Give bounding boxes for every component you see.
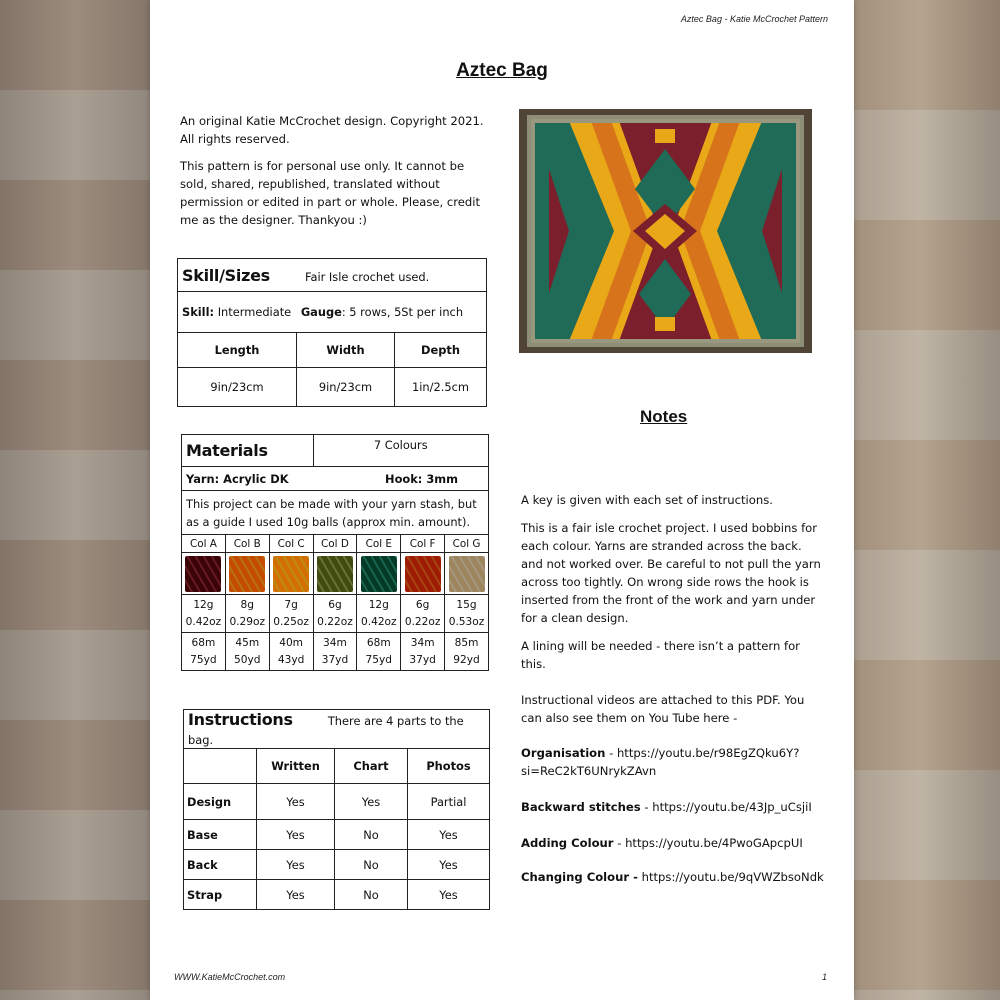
colour-grams: 15g (456, 598, 477, 611)
colour-name: Col C (269, 535, 313, 553)
instructions-col-photos: Photos (408, 749, 490, 784)
colour-length-cell (182, 633, 226, 671)
video-link-label: Adding Colour (521, 836, 614, 850)
part-name: Design (184, 784, 257, 820)
intro-usage: This pattern is for personal use only. It cannot be sold, shared, republished, translated without permission or edited in part or whole. Please, credit me as the designer. Thankyou :) (180, 159, 481, 227)
notes-key: A key is given with each set of instructions. (521, 493, 773, 507)
page-title: Aztec Bag (456, 60, 548, 81)
colour-metres: 34m (410, 636, 435, 649)
part-photos: Yes (408, 820, 490, 850)
colour-length-cell (445, 633, 489, 671)
colour-ounces: 0.25oz (273, 615, 309, 628)
notes-heading: Notes (640, 407, 688, 426)
colour-name: Col G (445, 535, 489, 553)
colour-name: Col B (225, 535, 269, 553)
colour-name: Col F (401, 535, 445, 553)
colour-swatch-cell (401, 553, 445, 595)
part-photos: Partial (408, 784, 490, 820)
colour-name: Col D (313, 535, 357, 553)
instructions-table (183, 709, 490, 910)
colour-length-cell (313, 633, 357, 671)
colour-weight-cell (269, 595, 313, 633)
footer-website: WWW.KatieMcCrochet.com (174, 972, 286, 982)
instructions-heading: Instructions (188, 710, 293, 729)
instructions-row (184, 784, 490, 820)
colour-ounces: 0.53oz (448, 615, 485, 628)
part-written: Yes (257, 850, 335, 880)
colour-grams: 6g (328, 598, 342, 611)
colour-yards: 50yd (234, 653, 261, 666)
colour-swatch-cell (357, 553, 401, 595)
part-written: Yes (257, 820, 335, 850)
part-written: Yes (257, 880, 335, 910)
colour-weight-cell (357, 595, 401, 633)
instructions-note: There are 4 parts to the bag. (188, 714, 464, 747)
colour-swatch-cell (445, 553, 489, 595)
colour-yards: 43yd (277, 653, 305, 666)
colour-ounces: 0.42oz (185, 615, 222, 628)
instructions-col-chart: Chart (335, 749, 408, 784)
colour-weight-cell (225, 595, 269, 633)
video-link-url[interactable]: https://youtu.be/9qVWZbsoNdk (637, 870, 824, 884)
gauge-value: : 5 rows, 5St per inch (341, 305, 464, 319)
gauge-label: Gauge (300, 305, 342, 319)
video-link-url[interactable]: - https://youtu.be/43Jp_uCsjiI (640, 800, 812, 814)
intro-copyright: An original Katie McCrochet design. Copyright 2021. All rights reserved. (180, 114, 484, 146)
instructions-row (184, 820, 490, 850)
materials-colours: 7 Colours (313, 435, 488, 467)
yarn-swatch (185, 556, 221, 592)
skill-label: Skill: (182, 305, 215, 319)
notes-videos: Instructional videos are attached to this PDF. You can also see them on You Tube here - (521, 693, 805, 725)
colour-grams: 12g (193, 598, 214, 611)
yarn-swatch (449, 556, 485, 592)
colour-yards: 92yd (453, 653, 480, 666)
colour-weight-cell (313, 595, 357, 633)
video-link-label: Organisation (521, 746, 606, 760)
colour-length-cell (357, 633, 401, 671)
notes-lining: A lining will be needed - there isn’t a pattern for this. (521, 639, 800, 671)
instructions-col-written: Written (257, 749, 335, 784)
colour-yards: 37yd (321, 653, 349, 666)
colour-metres: 45m (235, 636, 260, 649)
skill-sizes-table (177, 258, 487, 407)
yarn-swatch (405, 556, 441, 592)
colour-metres: 85m (454, 636, 479, 649)
skill-sizes-heading: Skill/Sizes (182, 265, 270, 285)
colour-metres: 40m (279, 636, 304, 649)
materials-note: This project can be made with your yarn stash, but as a guide I used 10g balls (approx min. amount). (182, 491, 489, 535)
aztec-bag-photo (519, 109, 812, 353)
colour-metres: 68m (366, 636, 391, 649)
materials-table (181, 434, 489, 671)
colour-yards: 75yd (365, 653, 393, 666)
colour-length-cell (401, 633, 445, 671)
size-length: 9in/23cm (178, 368, 297, 407)
background-right (854, 0, 1000, 1000)
document-page (150, 0, 854, 1000)
yarn-swatch (229, 556, 265, 592)
colour-length-cell (225, 633, 269, 671)
footer-page-number: 1 (822, 972, 828, 982)
video-link-url[interactable]: - https://youtu.be/r98EgZQku6Y?si=ReC2kT6UNrykZAvn (521, 746, 800, 778)
colour-ounces: 0.22oz (404, 615, 441, 628)
colour-yards: 75yd (190, 653, 217, 666)
crochet-square-image (519, 109, 812, 353)
size-col-length: Length (178, 333, 297, 368)
colour-metres: 68m (191, 636, 216, 649)
colour-ounces: 0.22oz (317, 615, 353, 628)
colour-grams: 12g (368, 598, 389, 611)
size-col-width: Width (297, 333, 395, 368)
size-width: 9in/23cm (297, 368, 395, 407)
part-name: Base (184, 820, 257, 850)
materials-hook: Hook: 3mm (385, 471, 458, 486)
colour-grams: 6g (415, 598, 430, 611)
materials-heading: Materials (186, 441, 268, 460)
skill-sizes-note: Fair Isle crochet used. (304, 269, 430, 284)
instructions-row (184, 880, 490, 910)
part-name: Strap (184, 880, 257, 910)
yarn-swatch (361, 556, 397, 592)
materials-yarn: Yarn: Acrylic DK (186, 471, 289, 486)
part-written: Yes (257, 784, 335, 820)
colour-swatch-cell (313, 553, 357, 595)
colour-swatch-cell (182, 553, 226, 595)
size-col-depth: Depth (395, 333, 487, 368)
video-link-changing-colour[interactable] (521, 868, 826, 886)
colour-weight-cell (182, 595, 226, 633)
colour-ounces: 0.29oz (229, 615, 266, 628)
part-photos: Yes (408, 850, 490, 880)
colour-grams: 8g (240, 598, 254, 611)
colour-weight-cell (401, 595, 445, 633)
notes-fair-isle: This is a fair isle crochet project. I used bobbins for each colour. Yarns are stranded across the back. and not worked over. Be careful to not pull the yarn across too tightly. On wrong side rows the hook is inserted from the front of the work and yarn under for a clean design. (521, 521, 821, 625)
video-link-label: Changing Colour - (521, 870, 638, 884)
part-chart: No (335, 850, 408, 880)
video-link-organisation[interactable] (521, 744, 826, 780)
part-name: Back (184, 850, 257, 880)
part-chart: No (335, 820, 408, 850)
part-photos: Yes (408, 880, 490, 910)
video-link-url[interactable]: - https://youtu.be/4PwoGApcpUI (613, 836, 803, 850)
yarn-swatch (317, 556, 353, 592)
video-link-adding-colour[interactable] (521, 834, 826, 852)
size-depth: 1in/2.5cm (395, 368, 487, 407)
instructions-corner (184, 749, 257, 784)
page-header: Aztec Bag - Katie McCrochet Pattern (680, 14, 828, 24)
background-left (0, 0, 150, 1000)
part-chart: Yes (335, 784, 408, 820)
colour-swatch-cell (225, 553, 269, 595)
colour-name: Col E (357, 535, 401, 553)
colour-swatch-cell (269, 553, 313, 595)
colour-weight-cell (445, 595, 489, 633)
colour-ounces: 0.42oz (360, 615, 397, 628)
colour-name: Col A (182, 535, 226, 553)
colour-length-cell (269, 633, 313, 671)
colour-grams: 7g (284, 598, 298, 611)
video-link-backward-stitches[interactable] (521, 798, 826, 816)
yarn-swatch (273, 556, 309, 592)
part-chart: No (335, 880, 408, 910)
colour-metres: 34m (323, 636, 347, 649)
video-link-label: Backward stitches (521, 800, 641, 814)
skill-value: Intermediate (217, 305, 292, 319)
colour-yards: 37yd (409, 653, 436, 666)
instructions-row (184, 850, 490, 880)
